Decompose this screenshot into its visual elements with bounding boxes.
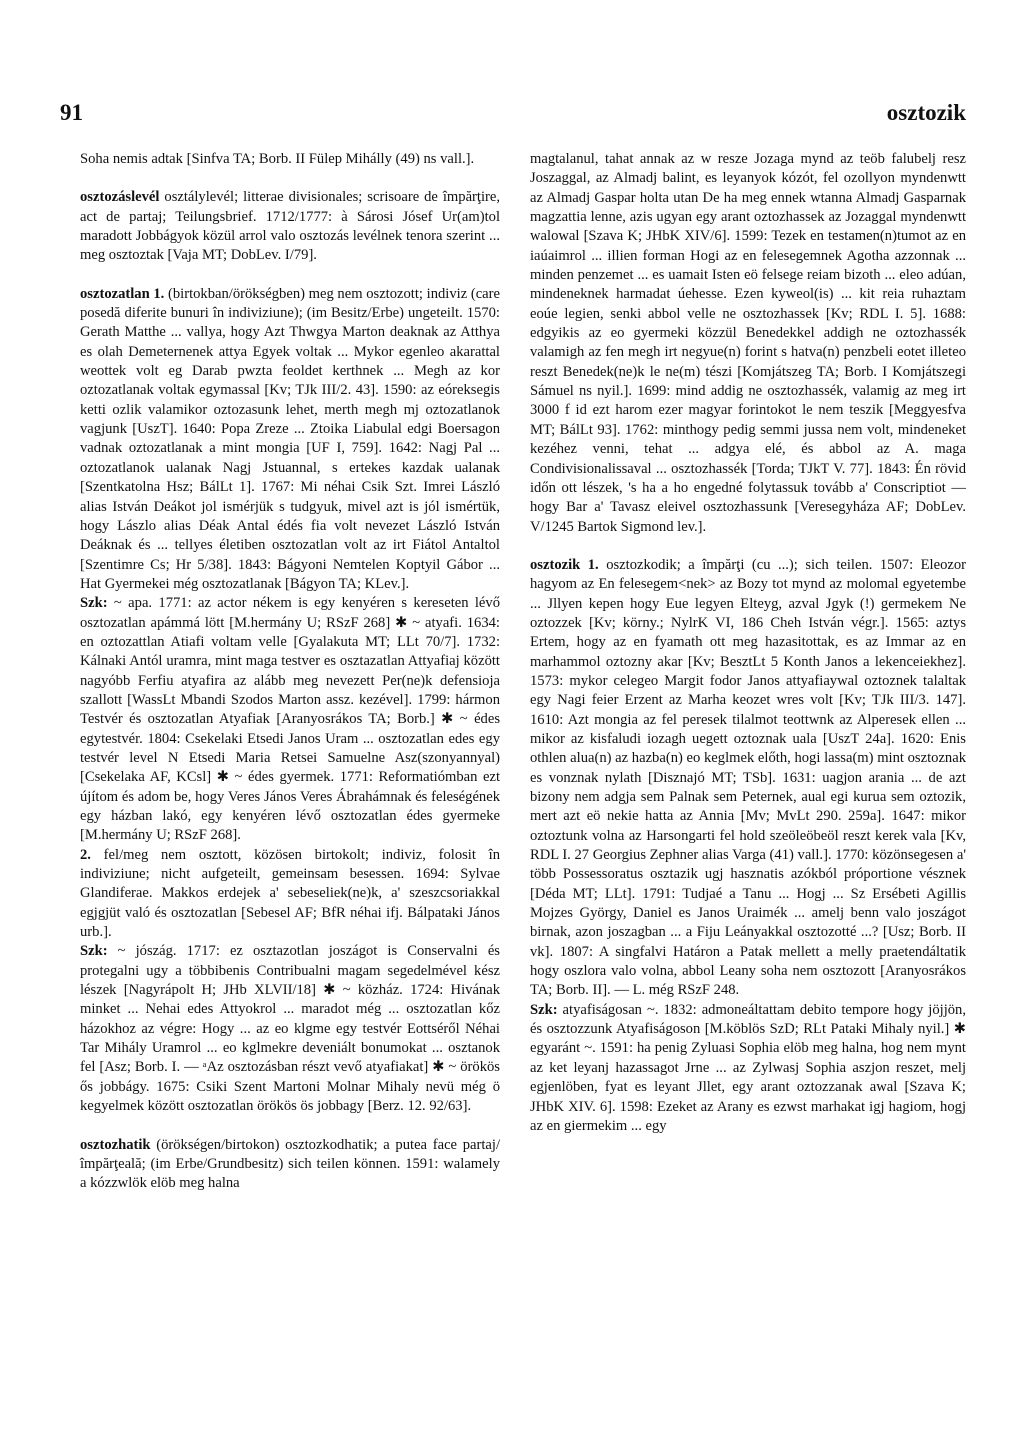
- page-number: 91: [60, 100, 83, 125]
- dictionary-entry: [80, 188, 500, 265]
- dictionary-subentry: [80, 594, 500, 845]
- entry-text: osztozkodik; a împărţi (cu ...); sich teilen. 1507: Eleozor hagyom az En felesegem<nek> az Bozy tot mynd az molomal egyetembe ... Jllyen kepen hogy Eue legyen Elteyg, azval Jgyk (!) germekem Ne oztozzek [Kv; körny.; NylrK VI, 186 Cheh István végr.]. 1565: aztys Ertem, hogy az en fyamath ott meg hazasitottak, es az Immar az en marhammol oztozny akar [Kv; BesztLt 5 Konth Janos a lekenceiekhez]. 1573: mykor celegeo Margit fodor Janos attyafiaywal oztoznek talaltak egy Nagi feier Erzent az Marha keozet wres volt [Kv; TJk III/3. 147]. 1610: Azt mongia az fel peresek tilalmot teottwnk az Alperesek ellen ... mikor az kisfaludi iozagh uegett oztoznak uala [UszT 24a]. 1620: Enis othlen alua(n) az hazba(n) eo keglmek előth, hogi lassa(m) mint osztoznak es vonznak nylath [Disznajó MT; TSb]. 1631: uagjon arania ... de azt bizony nem adgja sem Palnak sem Peternek, aual egi kurua sem oztozik, mert azt eö nekie hatta az Annia [Mv; MvLt 290. 259a]. 1647: mikor oztoztunk volna az Harsongarti fel hold szeöleöbeöl reszt kerek vala [Kv, RDL I. 27 Georgius Zephner alias Varga (41) vall.]. 1770: közönsegesen a' több Possessoratus osztazik ugj hasznatis azókból próportione vésznek [Déda MT; LLt]. 1791: Tudjaé a Tanu ... Hogj ... Sz Ersébeti Agillis Mojzes György, Daniel es Janos Uraimék ... amelj benn valo joszágot birnak, azon joszagban ... a Fiju Leányakkal osztozotté ...? [Usz; Borb. II vk]. 1807: A singfalvi Határon a Patak mellett a melly praetendáltatik hogy oszlora valo volna, abbol Leany soha nem osztozott [Aranyosrákos TA; Borb. II]. — L. még RSzF 248.: [530, 556, 966, 999]
- dictionary-subentry: [80, 942, 500, 1116]
- right-column: [530, 150, 966, 1136]
- sense-number: 2.: [80, 846, 91, 863]
- entry-text: ~ jószág. 1717: ez osztazotlan joszágot is Conservalni és protegalni ugy a többibenis Contribualni magam segedelmével kész lészek [Nagyrápolt H; JHb XLVII/18] ✱ ~ közház. 1724: Hivának minket ... Nehai edes Attyokrol ... maradot még ... osztozatlan kőz házokhoz az végre: Hogy ... az eo klgme egy testvér Eottséről Néhai Tar Mihály Uramrol ... eo kglmekre deveniált bonumokat ... osztanok fel [Asz; Borb. I. — ᵃAz osztozásban részt vevő atyafiakat] ✱ ~ örökös ős jobbágy. 1675: Csiki Szent Martoni Molnar Mihaly nevü még ö kegyelmek között osztozatlan örökös ös jobbagy [Berz. 12. 92/63].: [80, 943, 500, 1115]
- entry-text: atyafiságosan ~. 1832: admoneáltattam debito tempore hogy jöjjön, és osztozzunk Atyafiságoson [M.köblös SzD; RLt Pataki Mihaly nyil.] ✱ egyaránt ~. 1591: ha penig Zyluasi Sophia elöb meg halna, hog nem mynt az ket leyanj hazassagot Jrne ... az Zylwasj Sophia aszjon reszet, melj egjenlöben, fyat es leyant Jllet, egy arant oztozzanak awal [Szava K; JHbK XIV. 6]. 1598: Ezeket az Arany es ezwst marhakat igj hagiom, hogj az en giermekim ... egy: [530, 1001, 966, 1134]
- entry-text: fel/meg nem osztott, közösen birtokolt; indiviz, folosit în indiviziune; nicht aufgeteilt, gemeinsam besessen. 1694: Sylvae Glandiferae. Makkos erdejek a' sebeseliek(ne)k, a' szeszcsoriakkal egjgjüt való és osztozatlan [Sebesel AF; BfR néhai ifj. Bálpataki János urb.].: [80, 846, 500, 941]
- dictionary-entry: [80, 285, 500, 595]
- headword: osztozáslevél: [80, 189, 160, 206]
- left-column: [80, 150, 500, 1194]
- entry-text: ~ apa. 1771: az actor nékem is egy kenyéren s kereseten lévő osztozatlan apámmá lött [M.hermány U; RSzF 268] ✱ ~ atyafi. 1634: en oztozattlan Atiafi voltam velle [Gyalakuta MT; LLt 70/7]. 1732: Kálnaki Antól uramra, mint maga testver es osztazatlan Attyafiaj között nagyóbb Ferfiu atyafira az alább meg nevezett Per(ne)k defensioja szallott [WassLt Mbandi Szodos Marton assz. kezével]. 1799: hármon Testvér és osztozatlan Atyafiak [Aranyosrákos TA; Borb.] ✱ ~ édes egytestvér. 1804: Csekelaki Etsedi Janos Uram ... osztozatlan edes egy testvér level N Etsedi Maria Retsei Samuelne Asz(szonyannyal) [Csekelaka AF, KCsl] ✱ ~ édes gyermek. 1771: Reformatiómban ezt újítom és adom be, hogy Veres János Veres Ábrahámnak és feleségének egy házban lakó, egy kenyéren lévő osztozatlan édes gyermeke [M.hermány U; RSzF 268].: [80, 595, 500, 844]
- subentry-label: Szk:: [530, 1001, 558, 1018]
- entry-text: magtalanul, tahat annak az w resze Jozaga mynd az teöb falubelj resz Joszaggal, az Almadj balint, es leyanyok kózót, fel ozollyon myndenwtt az Almadj Gaspar holta utan De ha meg ennek wtanna Almadj Gasparnak magzattia lenne, azis ugyan egy arant oztozhassek az Jozaggal myndenwtt walowal [Szava K; JHbK XIV/6]. 1599: Tezek en testamen(n)tumot az en iaúaimrol ... illien forman Hogi az en felesegemnek Agotha azzonnak ... minden penzemet ... es uamait Isten eö felsege reiam bizoth ... eleo adúan, mindeneknek harmadat úehesse. Ezen kyweol(is) ... kit reia ruhaztam eoúe legien, senki abbol velle ne osztozhassek [Kv; RDL I. 5]. 1688: edgyikis az eo gyermeki közzül Benedekkel addigh ne oztozhassék valamigh az fen megh irt negyue(n) forint s hatva(n) penzbeli eotet illeteo reszt Benedek(ne)k le ne(m) tészi [Komjátszeg TA; Borb. I Komjátszegi Sámuel ns nyil.]. 1699: mind addig ne osztozhassék, valamig az meg irt 3000 f id ezt harom ezer magyar forintokot le nem teszik [Meggyesfva MT; BálLt 93]. 1762: minthogy pedig semmi jussa nem volt, mindeneket kezéhez venni, tehat ... adgya elé, és abbol az A. maga Condivisionalissaval ... osztozhassék [Torda; TJkT V. 77]. 1843: Én rövid időn ott lészek, 's ha a ho engedné folytassuk tovább a' Conscriptiot — hogy Bar a' Tavasz eleivel osztozhassunk [Veresegyháza AF; DobLev. V/1245 Bartok Sigmond lev.].: [530, 151, 966, 535]
- running-head: osztozik: [886, 100, 966, 125]
- entry-text: osztálylevél; litterae divisionales; scrisoare de împărţire, act de partaj; Teilungsbrief. 1712/1777: à Sárosi Jósef Ur(am)tol maradott Jobbágyok közül arrol valo osztozás levélnek tenora szerint ... meg osztoztak [Vaja MT; DobLev. I/79].: [80, 189, 500, 264]
- headword: osztozatlan 1.: [80, 285, 165, 302]
- dictionary-entry: [80, 1136, 500, 1194]
- dictionary-entry: [530, 556, 966, 1001]
- dictionary-entry: [80, 150, 500, 169]
- entry-text: Soha nemis adtak [Sinfva TA; Borb. II Fülep Mihálly (49) ns vall.].: [80, 151, 475, 167]
- headword: osztozhatik: [80, 1136, 151, 1153]
- headword: osztozik 1.: [530, 556, 599, 573]
- dictionary-subentry: [80, 846, 500, 943]
- entry-text: (örökségen/birtokon) osztozkodhatik; a putea face partaj/împărţeală; (im Erbe/Grundbesitz) sich teilen können. 1591: walamely a kózzwlök elöb meg halna: [80, 1136, 500, 1192]
- dictionary-entry: [530, 150, 966, 537]
- entry-text: (birtokban/örökségben) meg nem osztozott; indiviz (care posedă diferite bunuri în indiviziune); (im Besitz/Erbe) ungeteilt. 1570: Gerath Matthe ... vallya, hogy Azt Thwgya Marton deaknak az Atthya es olah Demeternenek attya Egyek voltak ... Mykor egenleo akarattal weottek volt eg Darab pwzta feoldet kerthnek ... Megh az kor oztozatlanak voltak egymassal [Kv; TJk III/2. 43]. 1590: az eóreksegis ketti ozlik valamikor oztozasunk lehet, merth megh mj oztozatlanok vagjunk [UszT]. 1640: Popa Zreze ... Ztoika Liabulal edgi Boersagon vadnak oztozatlanak a mint mongia [UF I, 759]. 1642: Nagj Pal ... oztozatlanok ualanak Nagj Jstuannal, s ertekes kazdak ualanak [Szentkatolna Hsz; BálLt 1]. 1767: Mi néhai Csik Szt. Imrei László alias István Deákot jol ismérjük s tudgyuk, mivel azt is jól ismértük, hogy Lászlo alias Déak Antal édés fia volt nevezet László István Deáknak és ... tellyes életiben osztozatlan volt az irt Fiátol Antaltol [Szentimre Cs; Hr 5/38]. 1843: Bágyoni Nemtelen Koptyil Gábor ... Hat Gyermekei még osztozatlanak [Bágyon TA; KLev.].: [80, 285, 500, 592]
- dictionary-subentry: [530, 1001, 966, 1136]
- subentry-label: Szk:: [80, 943, 108, 960]
- subentry-label: Szk:: [80, 595, 108, 612]
